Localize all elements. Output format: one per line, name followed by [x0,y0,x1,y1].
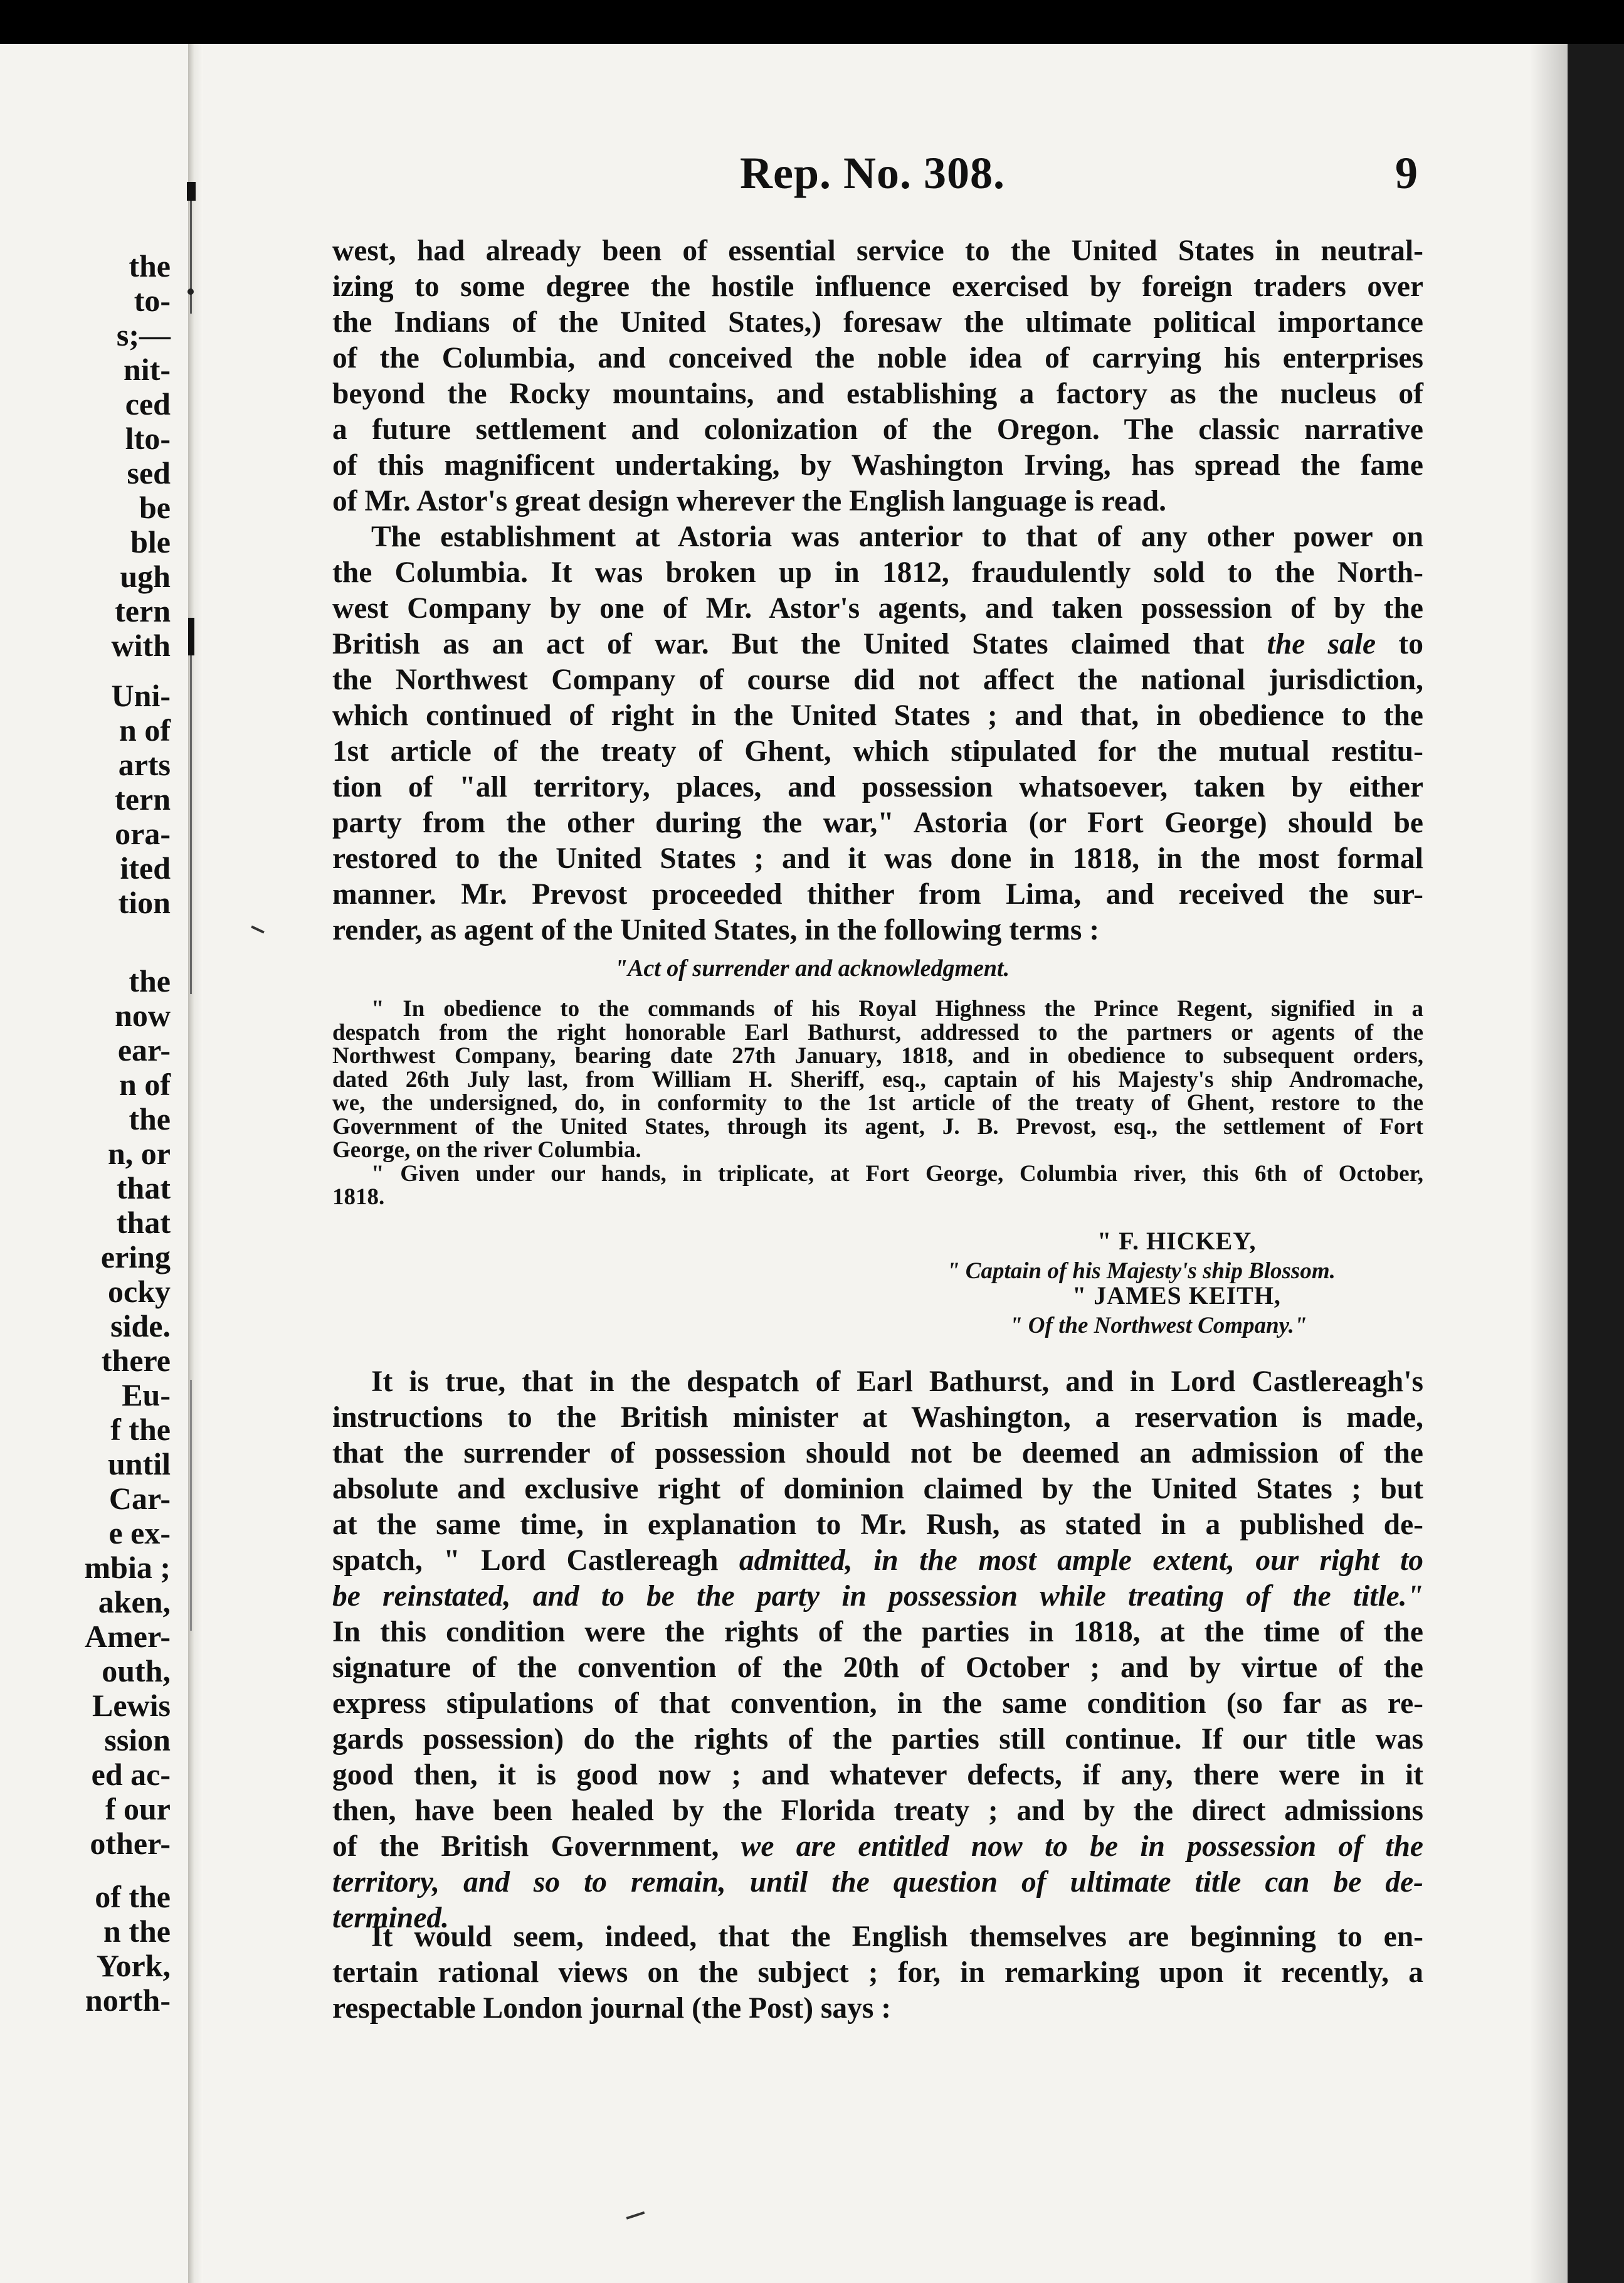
previous-page-fragment: ited [120,850,171,886]
previous-page-fragment: Eu- [122,1377,171,1412]
para3-line: then, have been healed by the Florida treaty ; and by the direct admissions [332,1794,1423,1827]
italic-phrase-the-sale: the sale [1267,628,1376,660]
previous-page-fragment: now [115,998,171,1033]
binding-mark-top [187,182,196,201]
quote-given-line: 1818. [332,1184,385,1210]
para1-line: izing to some degree the hostile influence exercised by foreign traders over [332,270,1423,303]
para2-line: the Columbia. It was broken up in 1812, fraudulently sold to the North- [332,556,1423,589]
para2-line: restored to the United States ; and it was done in 1818, in the most formal [332,842,1423,875]
previous-page-fragment: Uni- [111,678,171,713]
para3-line: that the surrender of possession should not be deemed an admission of the [332,1437,1423,1470]
signature-hickey: " F. HICKEY, [1097,1227,1257,1255]
previous-page-fragment: tion [118,885,171,920]
para2-line-text: British as an act of war. But the United States claimed that [332,628,1267,660]
previous-page-fragment: aken, [98,1584,171,1619]
previous-page-fragment: arts [118,747,171,782]
previous-page-fragment: n, or [108,1136,171,1171]
para2-line: 1st article of the treaty of Ghent, which stipulated for the mutual restitu- [332,735,1423,768]
previous-page-fragment: north- [85,1983,171,2018]
previous-page-fragment: ed ac- [91,1757,171,1792]
previous-page-fragment: mbia ; [84,1550,171,1585]
para3-line: instructions to the British minister at Washington, a reservation is made, [332,1401,1423,1434]
para1-line: a future settlement and colonization of the Oregon. The classic narrative [332,413,1423,446]
previous-page-fragment: be [139,490,171,525]
quote-line: despatch from the right honorable Earl Bathurst, addressed to the partners or agents of the [332,1019,1423,1046]
para2-line: tion of "all territory, places, and possession whatsoever, taken by either [332,771,1423,803]
quote-line: " In obedience to the commands of his Royal Highness the Prince Regent, signified in a [371,996,1423,1022]
paragraph-3 [332,1364,1423,1936]
para2-line: party from the other during the war," Astoria (or Fort George) should be [332,807,1423,839]
running-head: Rep. No. 308. [740,148,1005,198]
quote-line: Government of the United States, through its agent, J. B. Prevost, esq., the settlement of Fort [332,1113,1423,1140]
previous-page-fragment: n the [103,1914,171,1949]
previous-page-fragment: lto- [125,421,171,456]
previous-page-fragment: ugh [120,559,171,594]
para2-line: the Northwest Company of course did not affect the national jurisdiction, [332,664,1423,696]
para3-line: signature of the convention of the 20th of October ; and by virtue of the [332,1651,1423,1684]
para2-line-with-italic [332,627,1423,662]
para4-line: respectable London journal (the Post) says : [332,1992,892,2025]
para3-line-with-italic [332,1829,1423,1865]
para3-line: gards possession) do the rights of the parties still continue. If our title was [332,1723,1423,1756]
paragraph-2 [332,519,1423,948]
previous-page-fragment: f our [105,1791,171,1826]
paragraph-4 [332,1919,1423,2026]
previous-page-fragment: Lewis [92,1688,171,1723]
previous-page-fragment: the [129,1101,171,1136]
previous-page-fragment: the [129,963,171,998]
page-edge-shadow [1530,44,1568,2283]
previous-page-fragment: s;— [116,317,171,352]
para4-line: It would seem, indeed, that the English themselves are beginning to en- [371,1920,1423,1953]
previous-page-fragment: York, [96,1948,171,1983]
previous-page-fragment: outh, [102,1653,171,1688]
para4-line: tertain rational views on the subject ; for, in remarking upon it recently, a [332,1956,1423,1989]
italic-quote-reinstated: be reinstated, and to be the party in possession while treating of the title." [332,1580,1423,1613]
previous-page-fragment: side. [110,1308,171,1343]
previous-page-fragment: of the [95,1879,171,1914]
previous-page-fragment: other- [90,1826,171,1861]
previous-page-fragment: f the [110,1412,171,1447]
para3-line-text: of the British Government, [332,1830,741,1863]
quote-title: "Act of surrender and acknowledgment. [614,955,1010,982]
para2-line-end: to [1376,628,1424,660]
previous-page-fragment: ora- [115,816,171,851]
previous-page-fragment: with [111,628,171,663]
para2-line: render, as agent of the United States, in the following terms : [332,914,1100,946]
italic-territory-remain: territory, and so to remain, until the question of ultimate title can be de- [332,1866,1423,1899]
para1-line: of the Columbia, and conceived the noble idea of carrying his enterprises [332,342,1423,374]
para1-line: of this magnificent undertaking, by Washington Irving, has spread the fame [332,449,1423,482]
previous-page-fragment: n of [119,712,171,748]
signature-hickey-title: " Captain of his Majesty's ship Blossom. [947,1258,1336,1284]
previous-page-fragment: e ex- [108,1515,171,1550]
quote-body [332,997,1423,1209]
para3-line-text: spatch, " Lord Castlereagh [332,1544,739,1577]
para3-line: absolute and exclusive right of dominion claimed by the United States ; but [332,1473,1423,1505]
para2-line: west Company by one of Mr. Astor's agents, and taken possession of by the [332,592,1423,625]
previous-page-fragment: ced [125,386,171,421]
quote-line: Northwest Company, bearing date 27th January, 1818, and in obedience to subsequent orders, [332,1043,1423,1069]
para3-italic-line [332,1579,1423,1614]
para1-line: west, had already been of essential service to the United States in neutral- [332,235,1423,267]
italic-quote-castlereagh: admitted, in the most ample extent, our right to [739,1544,1423,1577]
previous-page-fragment: ering [100,1239,171,1274]
signature-keith-title: " Of the Northwest Company." [1010,1313,1307,1338]
previous-page-fragment: nit- [124,352,171,387]
previous-page-fragment: that [116,1170,171,1205]
para2-line: which continued of right in the United States ; and that, in obedience to the [332,699,1423,732]
paragraph-1 [332,233,1423,519]
previous-page-fragment: ssion [104,1722,171,1757]
page-fold [188,44,203,2283]
quote-line: dated 26th July last, from William H. Sheriff, esq., captain of his Majesty's ship Andromache, [332,1066,1423,1093]
previous-page-fragment: the [129,248,171,283]
previous-page-fragment: ocky [108,1274,171,1309]
binding-rule-1 [190,201,192,314]
previous-page-fragment: tern [115,781,171,817]
previous-page-fragment: that [116,1205,171,1240]
previous-page-fragment: until [107,1446,171,1481]
para3-line: It is true, that in the despatch of Earl Bathurst, and in Lord Castlereagh's [371,1365,1423,1398]
para1-line: the Indians of the United States,) foresaw the ultimate political importance [332,306,1423,339]
para3-line-with-italic [332,1543,1423,1579]
para2-line: manner. Mr. Prevost proceeded thither from Lima, and received the sur- [332,878,1423,911]
para1-line: beyond the Rocky mountains, and establishing a factory as the nucleus of [332,378,1423,410]
para3-italic-line [332,1865,1423,1900]
binding-rule-2 [190,655,192,994]
previous-page-fragment: sed [127,455,171,490]
quote-line: we, the undersigned, do, in conformity to the 1st article of the treaty of Ghent, restore to the [332,1090,1423,1116]
italic-termined: termined. [332,1902,450,1934]
para3-line: good then, it is good now ; and whatever defects, if any, there were in it [332,1759,1423,1791]
binding-mark-mid [188,618,194,655]
previous-page-fragment: n of [119,1067,171,1102]
page-number: 9 [1395,148,1418,198]
binding-dot-1 [187,289,194,295]
para1-line: of Mr. Astor's great design wherever the English language is read. [332,485,1166,517]
previous-page-fragment: Amer- [85,1619,171,1654]
previous-page-fragment: ble [130,524,171,559]
para3-line: at the same time, in explanation to Mr. Rush, as stated in a published de- [332,1508,1423,1541]
previous-page-fragment: there [101,1343,171,1378]
quote-given-line: " Given under our hands, in triplicate, at Fort George, Columbia river, this 6th of October, [371,1160,1423,1187]
para2-line: The establishment at Astoria was anterior to that of any other power on [371,521,1423,553]
previous-page-fragment: ear- [117,1032,171,1067]
scanner-gutter [1568,44,1624,2283]
para3-line: express stipulations of that convention, in the same condition (so far as re- [332,1687,1423,1720]
previous-page-fragment: Car- [108,1481,171,1516]
previous-page-fragment: tern [115,593,171,628]
signature-keith: " JAMES KEITH, [1072,1281,1281,1310]
previous-page-fragment: to- [134,283,171,318]
italic-entitled-possession: we are entitled now to be in possession of the [741,1830,1423,1863]
binding-rule-3 [190,1380,192,1631]
para3-line: In this condition were the rights of the parties in 1818, at the time of the [332,1616,1423,1648]
quote-line: George, on the river Columbia. [332,1137,641,1163]
previous-page-column [0,0,188,2283]
